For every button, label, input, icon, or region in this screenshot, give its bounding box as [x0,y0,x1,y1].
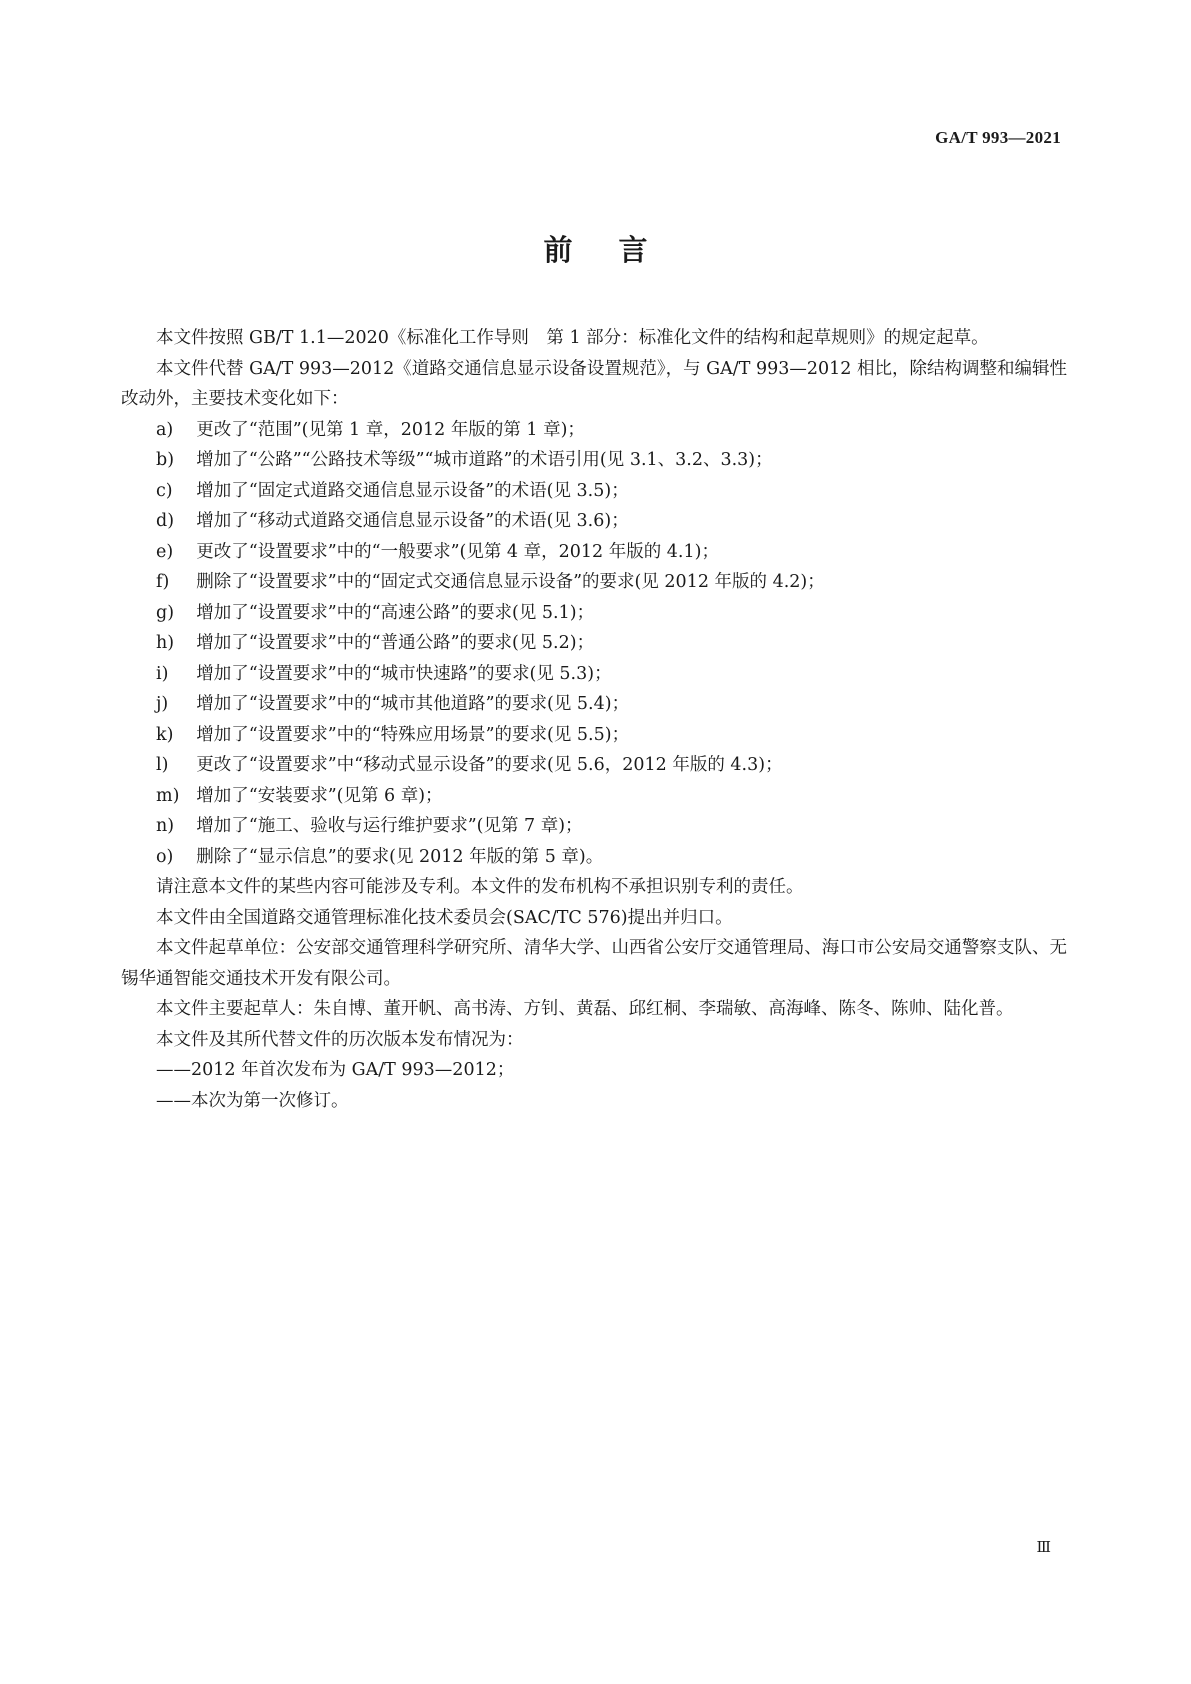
list-item [121,537,1067,568]
list-item-mark: c) [156,480,173,501]
page-title: 前言 [543,233,694,267]
list-item-text: 更改了“设置要求”中的“一般要求”(见第 4 章，2012 年版的 4.1)； [196,541,719,562]
list-item-mark: e) [156,541,174,562]
list-item [121,811,1067,842]
paragraph-proposer: 本文件由全国道路交通管理标准化技术委员会(SAC/TC 576)提出并归口。 [156,907,733,928]
list-item [121,415,1067,446]
list-item-mark: l) [156,755,169,775]
paragraph-drafting-units: 本文件起草单位：公安部交通管理科学研究所、清华大学、山西省公安厅交通管理局、海口市公安局交通警察支队、无锡华通智能交通技术开发有限公司。 [121,938,1067,989]
list-item [121,598,1067,629]
list-item-text: 删除了“设置要求”中的“固定式交通信息显示设备”的要求(见 2012 年版的 4.2)； [196,572,825,592]
list-item-mark: m) [156,785,180,806]
list-item-text: 增加了“设置要求”中的“普通公路”的要求(见 5.2)； [196,633,595,653]
list-item-mark: f) [156,572,170,592]
list-item [121,628,1067,659]
list-item-mark: g) [156,602,175,623]
list-item-mark: o) [156,846,174,867]
paragraph-history-intro: 本文件及其所代替文件的历次版本发布情况为： [156,1029,524,1050]
list-item-mark: j) [156,694,169,714]
list-item [121,750,1067,781]
list-item-text: 增加了“公路”“公路技术等级”“城市道路”的术语引用(见 3.1、3.2、3.3)； [196,450,773,470]
list-item [121,476,1067,507]
list-item-text: 增加了“设置要求”中的“城市快速路”的要求(见 5.3)； [196,663,612,684]
list-item-mark: a) [156,419,174,440]
list-item-text: 增加了“施工、验收与运行维护要求”(见第 7 章)； [196,816,583,836]
document-number: GA/T 993—2021 [935,128,1061,147]
list-item-text: 增加了“设置要求”中的“特殊应用场景”的要求(见 5.5)； [196,724,630,745]
paragraph-drafting-basis: 本文件按照 GB/T 1.1—2020《标准化工作导则 第 1 部分：标准化文件的结构和起草规则》的规定起草。 [156,328,989,348]
paragraph-replacement: 本文件代替 GA/T 993—2012《道路交通信息显示设备设置规范》，与 GA/T 993—2012 相比，除结构调整和编辑性改动外，主要技术变化如下： [121,358,1067,409]
list-item [121,445,1067,476]
list-item-mark: b) [156,450,175,470]
paragraph-drafters: 本文件主要起草人：朱自博、董开帆、高书涛、方钊、黄磊、邱红桐、李瑞敏、高海峰、陈冬、陈帅、陆化普。 [156,999,1014,1019]
list-item-text: 增加了“移动式道路交通信息显示设备”的术语(见 3.6)； [196,511,629,531]
list-item-text: 增加了“设置要求”中的“城市其他道路”的要求(见 5.4)； [196,694,630,714]
changes-list [121,415,1067,873]
list-item-mark: i) [156,663,169,684]
list-item-text: 更改了“范围”(见第 1 章，2012 年版的第 1 章)； [196,419,585,440]
list-item [121,842,1067,873]
paragraph-patent-notice: 请注意本文件的某些内容可能涉及专利。本文件的发布机构不承担识别专利的责任。 [156,877,804,897]
history-item: ——本次为第一次修订。 [156,1090,349,1111]
list-item-mark: k) [156,724,174,745]
list-item [121,567,1067,598]
list-item-text: 增加了“固定式道路交通信息显示设备”的术语(见 3.5)； [196,480,629,501]
foreword-body [121,323,1067,1116]
list-item-mark: d) [156,511,175,531]
list-item [121,506,1067,537]
list-item-text: 删除了“显示信息”的要求(见 2012 年版的第 5 章)。 [196,846,604,867]
list-item-mark: h) [156,633,175,653]
list-item [121,689,1067,720]
list-item-text: 增加了“安装要求”(见第 6 章)； [196,785,443,806]
page-number: Ⅲ [1036,1540,1051,1556]
list-item [121,781,1067,812]
history-item: ——2012 年首次发布为 GA/T 993—2012； [156,1060,515,1080]
list-item [121,659,1067,690]
list-item-mark: n) [156,816,175,836]
list-item [121,720,1067,751]
list-item-text: 增加了“设置要求”中的“高速公路”的要求(见 5.1)； [196,602,595,623]
list-item-text: 更改了“设置要求”中“移动式显示设备”的要求(见 5.6，2012 年版的 4.3)； [196,755,783,775]
